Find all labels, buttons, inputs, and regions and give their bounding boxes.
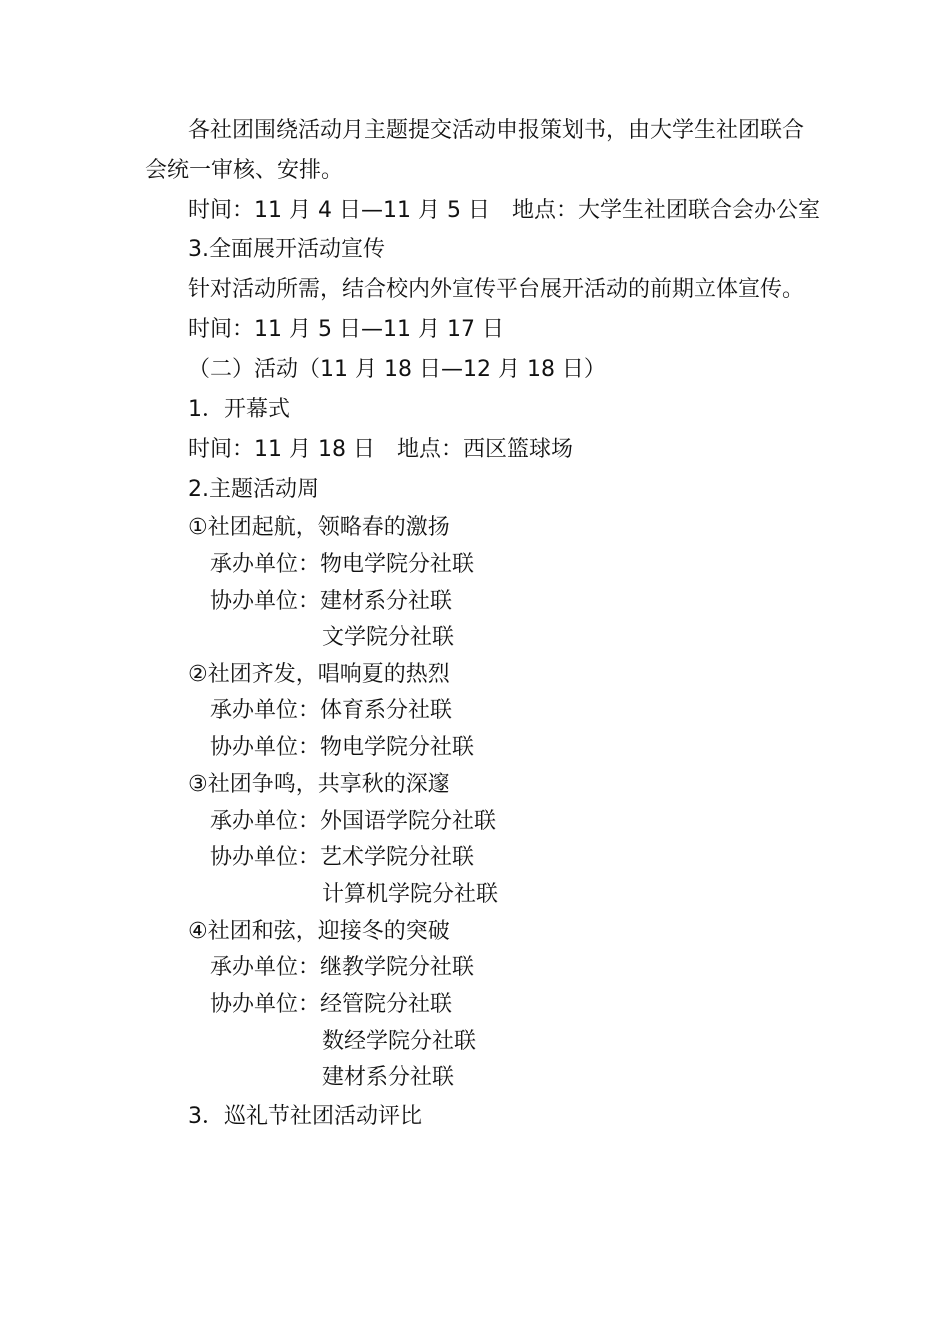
section-heading: （二）活动（11 月 18 日—12 月 18 日） xyxy=(188,357,606,382)
time-location-line: 时间：11 月 18 日 地点：西区篮球场 xyxy=(188,437,573,462)
co-unit-line: 协办单位：艺术学院分社联 xyxy=(210,845,475,870)
host-unit-line: 承办单位：继教学院分社联 xyxy=(210,955,475,980)
week-title: ②社团齐发，唱响夏的热烈 xyxy=(188,662,450,687)
co-unit-line: 协办单位：建材系分社联 xyxy=(210,589,453,614)
item-heading: 3．巡礼节社团活动评比 xyxy=(188,1104,422,1129)
host-unit-line: 承办单位：外国语学院分社联 xyxy=(210,809,497,834)
co-unit-line: 协办单位：物电学院分社联 xyxy=(210,735,475,760)
paragraph-line: 会统一审核、安排。 xyxy=(145,158,344,183)
host-unit-line: 承办单位：体育系分社联 xyxy=(210,698,453,723)
time-line: 时间：11 月 5 日—11 月 17 日 xyxy=(188,317,504,342)
paragraph-line: 各社团围绕活动月主题提交活动申报策划书，由大学生社团联合 xyxy=(188,118,805,143)
week-title: ①社团起航，领略春的激扬 xyxy=(188,515,450,540)
week-title: ③社团争鸣，共享秋的深邃 xyxy=(188,772,450,797)
item-heading: 2.主题活动周 xyxy=(188,477,319,502)
co-unit-line: 数经学院分社联 xyxy=(322,1029,477,1054)
section-heading: 3.全面展开活动宣传 xyxy=(188,237,385,262)
paragraph-line: 针对活动所需，结合校内外宣传平台展开活动的前期立体宣传。 xyxy=(188,277,805,302)
co-unit-line: 协办单位：经管院分社联 xyxy=(210,992,453,1017)
host-unit-line: 承办单位：物电学院分社联 xyxy=(210,552,475,577)
time-location-line: 时间：11 月 4 日—11 月 5 日 地点：大学生社团联合会办公室 xyxy=(188,198,820,223)
co-unit-line: 计算机学院分社联 xyxy=(322,882,499,907)
week-title: ④社团和弦，迎接冬的突破 xyxy=(188,919,450,944)
co-unit-line: 文学院分社联 xyxy=(322,625,455,650)
co-unit-line: 建材系分社联 xyxy=(322,1065,455,1090)
item-heading: 1．开幕式 xyxy=(188,397,290,422)
